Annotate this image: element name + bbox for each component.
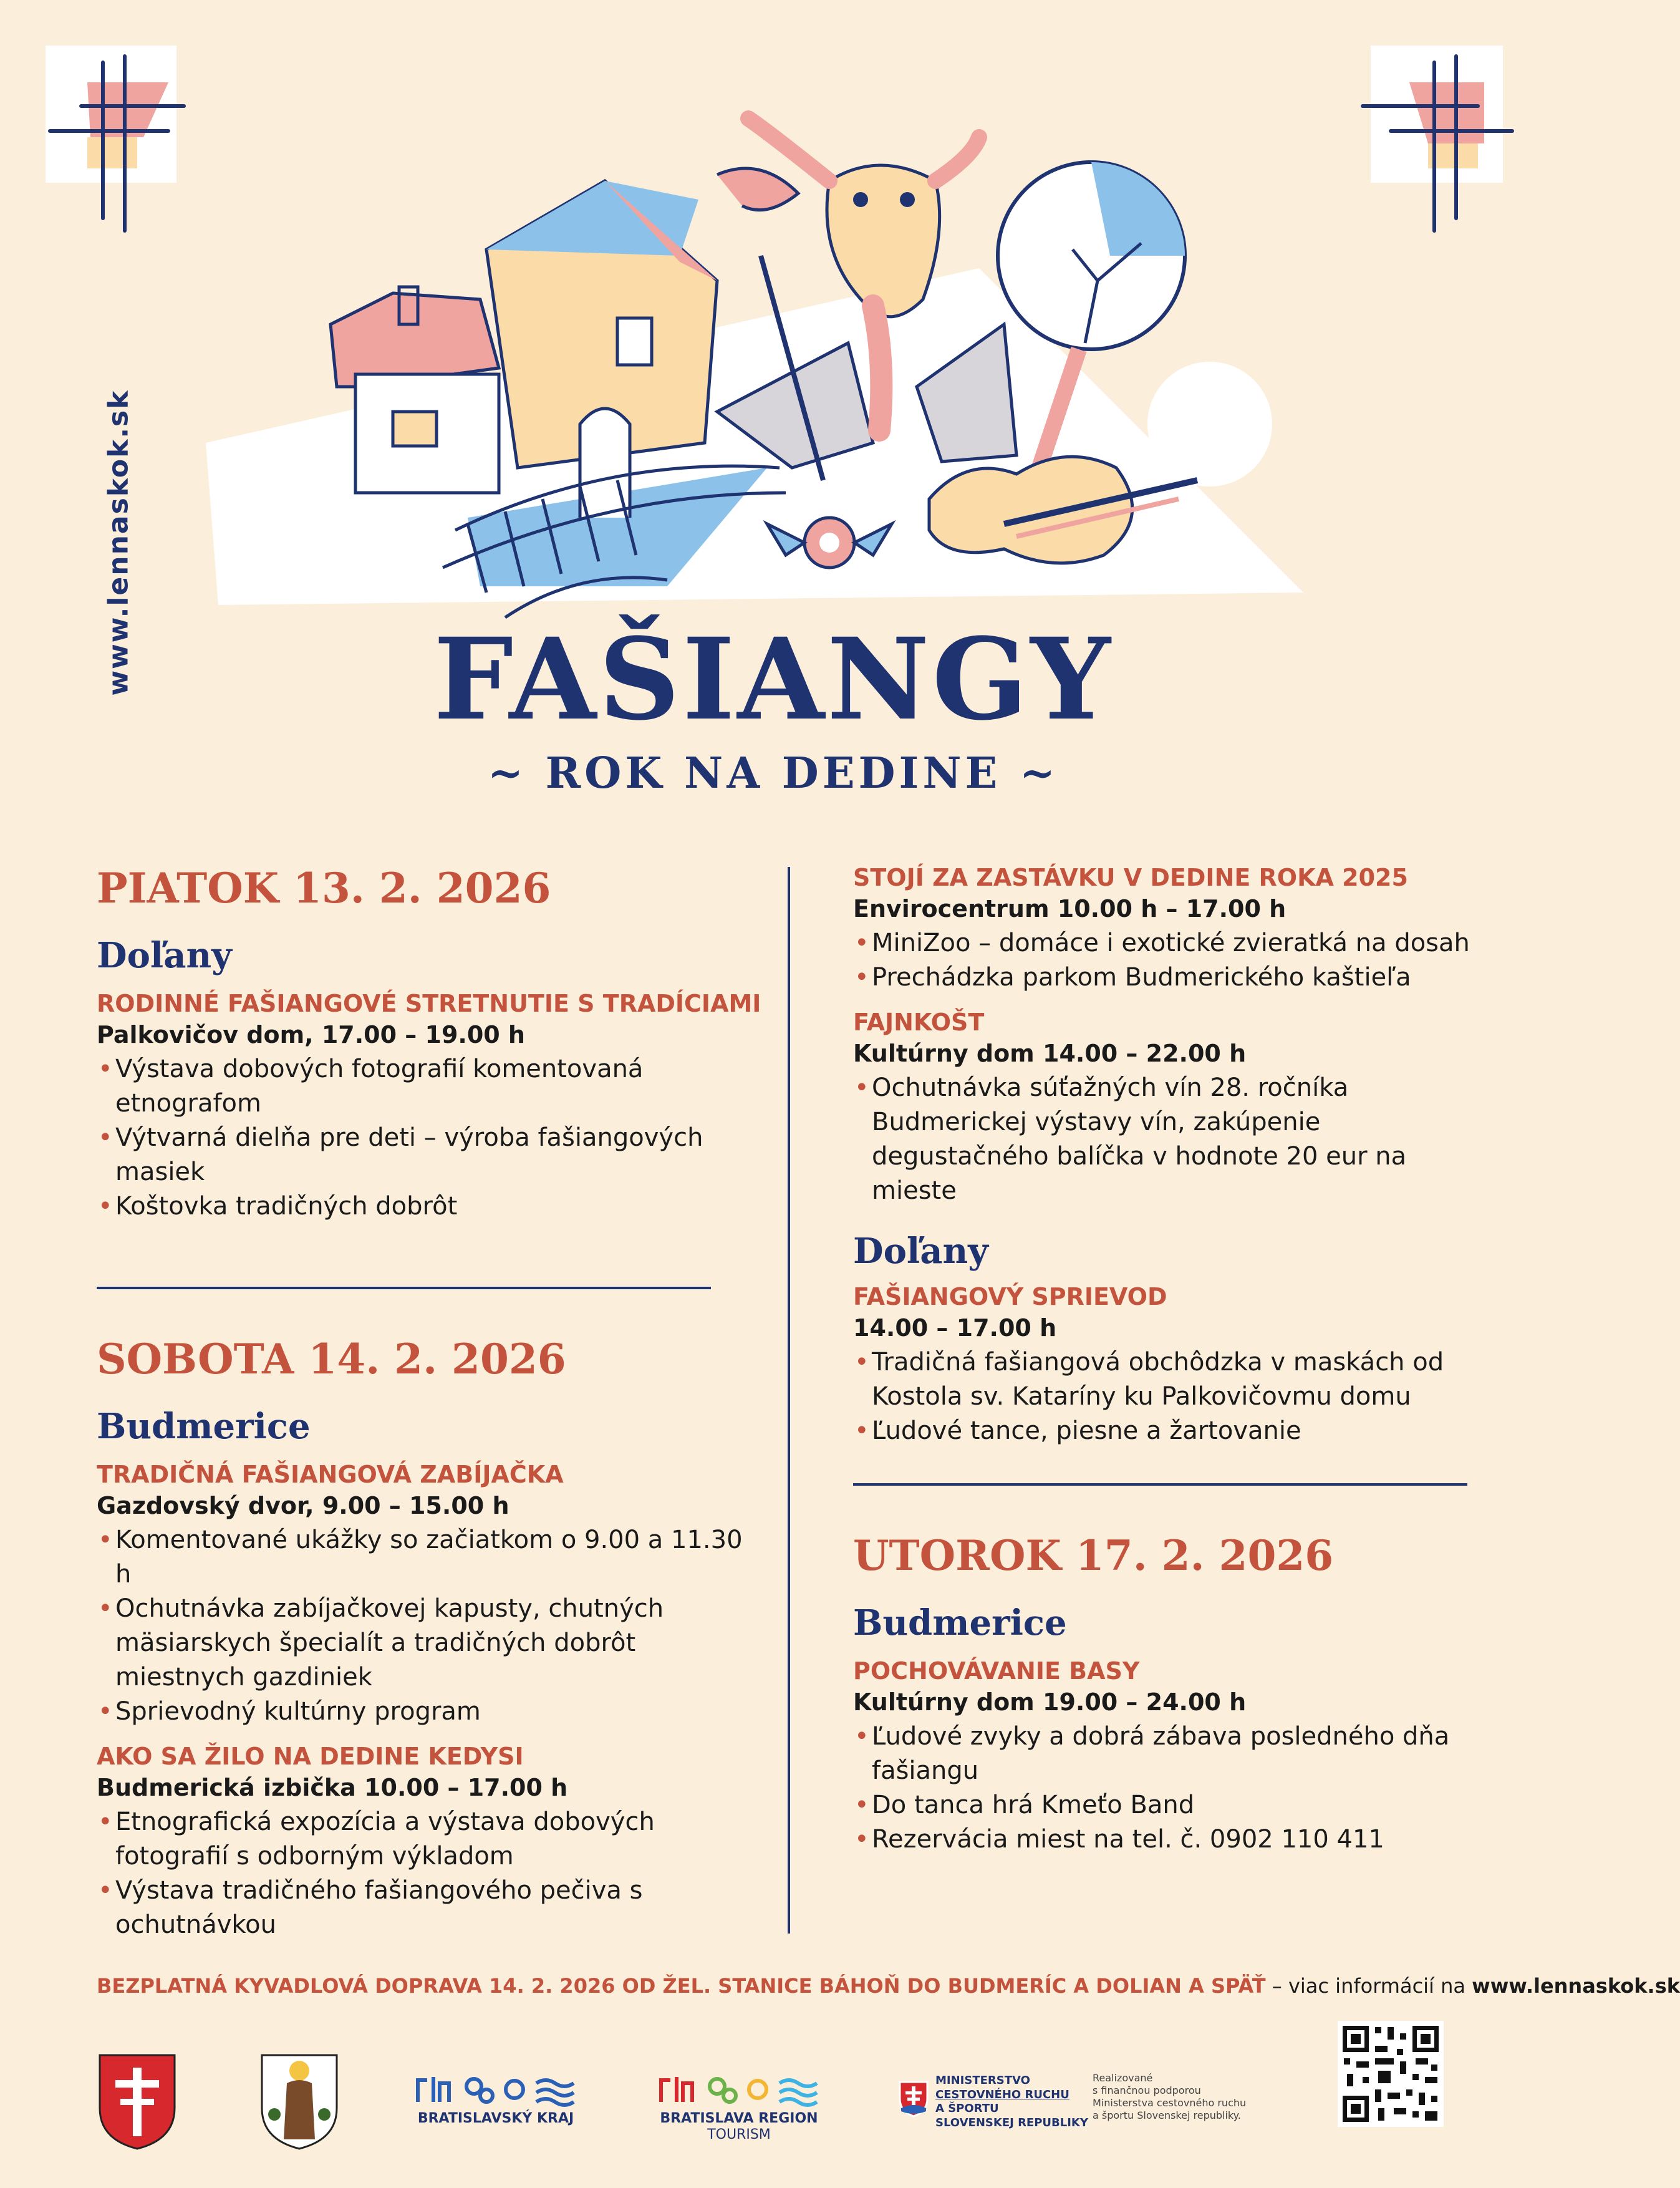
friday-section [97, 864, 761, 1224]
list-item: • MiniZoo – domáce i exotické zvieratká na dosah [853, 926, 1477, 961]
saturday-event-2-title: AKO SA ŽILO NA DEDINE KEDYSI [97, 1743, 524, 1770]
tuesday-section [853, 1531, 1477, 1857]
saturday-event-2-time: Budmerická izbička 10.00 – 17.00 h [97, 1774, 568, 1801]
column-divider [788, 867, 790, 1934]
ministry-line-2: CESTOVNÉHO RUCHU [935, 2088, 1069, 2101]
list-item: • Ochutnávka súťažných vín 28. ročníka Budmerickej výstavy vín, zakúpenie degustačného balíčka v hodnote 20 eur na mieste [853, 1071, 1477, 1208]
list-item: • Ľudové tance, piesne a žartovanie [853, 1414, 1477, 1448]
list-item: • Výtvarná dielňa pre deti – výroba fašiangových masiek [97, 1121, 745, 1189]
list-item: • Tradičná fašiangová obchôdzka v maskách od Kostola sv. Kataríny ku Palkovičovmu domu [853, 1345, 1477, 1414]
section-divider [853, 1483, 1467, 1486]
footer-website-link[interactable]: www.lennaskok.sk [1472, 1974, 1680, 1998]
friday-event-time: Palkovičov dom, 17.00 – 19.00 h [97, 1021, 525, 1048]
saturday-place: Budmerice [97, 1406, 311, 1447]
parade-event-list [853, 1345, 1477, 1448]
bratislavsky-kraj-icon [412, 2071, 580, 2108]
budmerice-coat-of-arms [259, 2052, 340, 2152]
friday-event-title: RODINNÉ FAŠIANGOVÉ STRETNUTIE S TRADÍCIAMI [97, 990, 761, 1017]
vertical-website-url: www.lennaskok.sk [102, 389, 135, 696]
tuesday-event-title: POCHOVÁVANIE BASY [853, 1657, 1140, 1685]
corner-decoration-left [44, 44, 187, 243]
list-item: • Ochutnávka zabíjačkovej kapusty, chutných mäsiarskych špecialít a tradičných dobrôt miestnych gazdiniek [97, 1592, 745, 1695]
tuesday-event-list [853, 1720, 1477, 1857]
ministry-line-1: MINISTERSTVO [935, 2074, 1030, 2087]
list-item: • Etnografická expozícia a výstava dobových fotografií s odborným výkladom [97, 1805, 745, 1874]
fajnkost-event-time: Kultúrny dom 14.00 – 22.00 h [853, 1040, 1247, 1067]
dolany-place-saturday: Doľany [853, 1231, 988, 1272]
list-item: • Do tanca hrá Kmeťo Band [853, 1788, 1477, 1823]
bratislavsky-kraj-logo [412, 2071, 580, 2127]
bratislavsky-kraj-label: BRATISLAVSKÝ KRAJ [417, 2111, 574, 2126]
section-divider [97, 1287, 711, 1289]
tuesday-place: Budmerice [853, 1602, 1067, 1643]
saturday-day-heading: SOBOTA 14. 2. 2026 [97, 1335, 566, 1383]
saturday-event-1-list [97, 1523, 745, 1729]
tuesday-day-heading: UTOROK 17. 2. 2026 [853, 1531, 1334, 1580]
bratislava-region-tourism-logo [652, 2071, 826, 2144]
bratislava-region-icon [652, 2071, 826, 2108]
list-item: • Sprievodný kultúrny program [97, 1695, 745, 1729]
list-item: • Prechádzka parkom Budmerického kaštieľa [853, 961, 1477, 995]
list-item: • Komentované ukážky so začiatkom o 9.00 a 11.30 h [97, 1523, 745, 1592]
more-info-text: – viac informácií na [1265, 1974, 1472, 1998]
tuesday-event-time: Kultúrny dom 19.00 – 24.00 h [853, 1688, 1247, 1716]
funding-line-1: Realizované [1093, 2072, 1153, 2084]
ministry-line-4: SLOVENSKEJ REPUBLIKY [935, 2116, 1088, 2129]
main-title: FAŠIANGY [433, 614, 1113, 745]
funding-line-2: s finančnou podporou [1093, 2084, 1201, 2096]
saturday-event-2-list [97, 1805, 745, 1942]
envirocentrum-event-title: STOJÍ ZA ZASTÁVKU V DEDINE ROKA 2025 [853, 864, 1408, 891]
list-item: • Výstava tradičného fašiangového pečiva s ochutnávkou [97, 1874, 745, 1942]
tourism-label: TOURISM [707, 2127, 771, 2143]
envirocentrum-event-list [853, 926, 1477, 995]
saturday-event-1-title: TRADIČNÁ FAŠIANGOVÁ ZABÍJAČKA [97, 1461, 564, 1488]
saturday-continued-section [853, 864, 1477, 1448]
corner-decoration-right [1353, 44, 1515, 243]
fajnkost-event-title: FAJNKOŠT [853, 1009, 985, 1036]
fajnkost-event-list [853, 1071, 1477, 1208]
slovak-shield-icon [898, 2080, 929, 2118]
friday-day-heading: PIATOK 13. 2. 2026 [97, 864, 551, 912]
list-item: • Koštovka tradičných dobrôt [97, 1189, 745, 1224]
bratislava-region-label: BRATISLAVA REGION [660, 2111, 818, 2126]
shuttle-note: BEZPLATNÁ KYVADLOVÁ DOPRAVA 14. 2. 2026 OD ŽEL. STANICE BÁHOŇ DO BUDMERÍC A DOLIAN A SPÄŤ [97, 1974, 1266, 1998]
funding-line-4: a športu Slovenskej republiky. [1093, 2109, 1241, 2121]
list-item: • Ľudové zvyky a dobrá zábava posledného dňa fašiangu [853, 1720, 1477, 1788]
list-item: • Rezervácia miest na tel. č. 0902 110 411 [853, 1823, 1477, 1857]
envirocentrum-event-time: Envirocentrum 10.00 h – 17.00 h [853, 895, 1287, 922]
funding-line-3: Ministerstva cestovného ruchu [1093, 2097, 1247, 2109]
village-illustration [206, 94, 1341, 630]
parade-event-time: 14.00 – 17.00 h [853, 1314, 1057, 1342]
friday-event-list [97, 1052, 745, 1224]
list-item: • Výstava dobových fotografií komentovaná etnografom [97, 1052, 745, 1121]
friday-place: Doľany [97, 935, 232, 976]
saturday-event-1-time: Gazdovský dvor, 9.00 – 15.00 h [97, 1492, 509, 1519]
subtitle: ~ ROK NA DEDINE ~ [488, 748, 1059, 798]
footer-note [97, 1974, 1680, 1998]
qr-code[interactable] [1338, 2021, 1444, 2127]
dolany-coat-of-arms [97, 2052, 178, 2152]
funding-note [1093, 2072, 1255, 2122]
parade-event-title: FAŠIANGOVÝ SPRIEVOD [853, 1283, 1167, 1310]
ministry-line-3: A ŠPORTU [935, 2102, 999, 2115]
ministry-logo [898, 2074, 1098, 2155]
saturday-section [97, 1335, 745, 1942]
